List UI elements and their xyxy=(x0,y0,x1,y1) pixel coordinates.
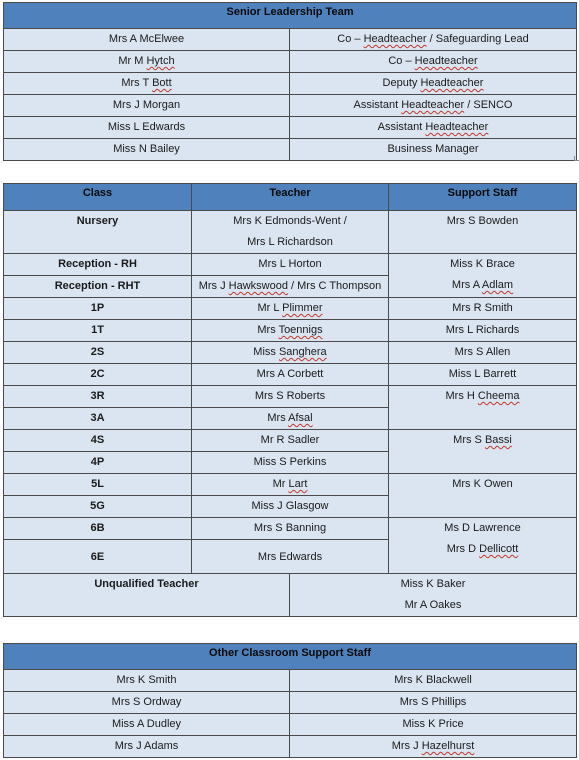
slt-title: Senior Leadership Team xyxy=(4,3,577,29)
teacher-cell: Mrs S Banning xyxy=(192,518,389,540)
unqualified-label: Unqualified Teacher xyxy=(4,574,290,617)
teacher-cell: Mrs Edwards xyxy=(192,540,389,575)
other-name: Miss A Dudley xyxy=(4,714,290,736)
class-cell: 5L xyxy=(4,474,192,496)
class-cell: 1P xyxy=(4,298,192,320)
class-cell: 6E xyxy=(4,540,192,575)
slt-name: Miss L Edwards xyxy=(4,117,290,139)
table-end-marker xyxy=(574,156,579,161)
other-name: Mrs J Hazelhurst xyxy=(290,736,577,758)
class-cell: Reception - RH xyxy=(4,254,192,276)
teacher-cell: Mrs S Roberts xyxy=(192,386,389,408)
teacher-cell: Mr Lart xyxy=(192,474,389,496)
support-cell: Mrs R Smith xyxy=(389,298,577,320)
teacher-cell: Mrs A Corbett xyxy=(192,364,389,386)
slt-name: Miss N Bailey xyxy=(4,139,290,161)
support-name: Mrs A Adlam xyxy=(451,279,514,291)
teacher-cell: Mr L Plimmer xyxy=(192,298,389,320)
other-name: Miss K Price xyxy=(290,714,577,736)
support-name: Ms D Lawrence xyxy=(444,522,521,534)
teacher-cell xyxy=(192,211,389,254)
class-cell: 2C xyxy=(4,364,192,386)
slt-name: Mrs J Morgan xyxy=(4,95,290,117)
class-cell: Nursery xyxy=(4,211,192,254)
support-name: Mrs D Dellicott xyxy=(446,543,519,555)
support-cell: Mrs S Bassi xyxy=(389,430,577,474)
unqualified-teacher-table xyxy=(3,573,577,617)
support-cell: Mrs H Cheema xyxy=(389,386,577,430)
teacher-cell: Mrs Toennigs xyxy=(192,320,389,342)
support-cell xyxy=(389,254,577,298)
slt-role: Assistant Headteacher / SENCO xyxy=(290,95,577,117)
other-name: Mrs J Adams xyxy=(4,736,290,758)
other-name: Mrs K Smith xyxy=(4,670,290,692)
teacher-cell: Miss J Glasgow xyxy=(192,496,389,518)
slt-role: Deputy Headteacher xyxy=(290,73,577,95)
slt-name: Mrs A McElwee xyxy=(4,29,290,51)
support-cell: Mrs K Owen xyxy=(389,474,577,518)
unqualified-names xyxy=(290,574,577,617)
unqualified-name: Mr A Oakes xyxy=(404,599,462,611)
other-name: Mrs S Ordway xyxy=(4,692,290,714)
teacher-cell: Mr R Sadler xyxy=(192,430,389,452)
class-header: Class xyxy=(4,184,192,211)
other-title: Other Classroom Support Staff xyxy=(4,644,577,670)
slt-role: Business Manager xyxy=(290,139,577,161)
class-cell: 5G xyxy=(4,496,192,518)
support-cell: Miss L Barrett xyxy=(389,364,577,386)
class-staff-table xyxy=(3,183,577,575)
support-cell: Mrs S Allen xyxy=(389,342,577,364)
slt-name: Mrs T Bott xyxy=(4,73,290,95)
unqualified-name: Miss K Baker xyxy=(400,578,466,590)
class-cell: 6B xyxy=(4,518,192,540)
teacher-cell: Mrs L Horton xyxy=(192,254,389,276)
teacher-name: Mrs L Richardson xyxy=(247,236,333,248)
class-cell: 1T xyxy=(4,320,192,342)
class-cell: 3R xyxy=(4,386,192,408)
teacher-cell: Miss S Perkins xyxy=(192,452,389,474)
other-name: Mrs S Phillips xyxy=(290,692,577,714)
teacher-cell: Miss Sanghera xyxy=(192,342,389,364)
support-cell: Mrs L Richards xyxy=(389,320,577,342)
class-cell: 4P xyxy=(4,452,192,474)
other-support-table xyxy=(3,643,577,758)
senior-leadership-table xyxy=(3,2,577,161)
slt-name: Mr M Hytch xyxy=(4,51,290,73)
teacher-cell: Mrs Afsal xyxy=(192,408,389,430)
slt-role: Assistant Headteacher xyxy=(290,117,577,139)
other-name: Mrs K Blackwell xyxy=(290,670,577,692)
support-cell: Mrs S Bowden xyxy=(389,211,577,254)
slt-role: Co – Headteacher / Safeguarding Lead xyxy=(290,29,577,51)
class-cell: Reception - RHT xyxy=(4,276,192,298)
class-cell: 2S xyxy=(4,342,192,364)
support-name: Miss K Brace xyxy=(450,258,515,270)
slt-role: Co – Headteacher xyxy=(290,51,577,73)
support-cell xyxy=(389,518,577,575)
support-header: Support Staff xyxy=(389,184,577,211)
teacher-header: Teacher xyxy=(192,184,389,211)
teacher-cell: Mrs J Hawkswood / Mrs C Thompson xyxy=(192,276,389,298)
class-cell: 4S xyxy=(4,430,192,452)
teacher-name: Mrs K Edmonds-Went / xyxy=(233,215,347,227)
class-cell: 3A xyxy=(4,408,192,430)
